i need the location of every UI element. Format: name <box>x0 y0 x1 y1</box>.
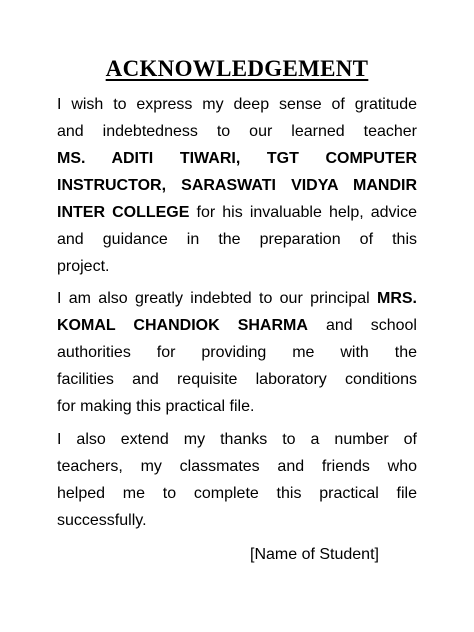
text-line: for making this practical file. <box>57 398 255 415</box>
text-line <box>57 199 417 226</box>
text-line: teachers, my classmates and friends who <box>57 458 417 475</box>
paragraph-friends-thanks <box>57 426 417 534</box>
text-line <box>57 285 417 312</box>
page-title: ACKNOWLEDGEMENT <box>105 56 369 81</box>
text-line: authorities for providing me with the <box>57 344 417 361</box>
text-line: project. <box>57 258 110 275</box>
teacher-designation-line: INSTRUCTOR, SARASWATI VIDYA MANDIR <box>57 177 417 194</box>
text-segment: for his invaluable help, advice <box>189 204 418 221</box>
paragraph-teacher-thanks <box>57 91 417 280</box>
text-segment: I am also greatly indebted to our principal <box>57 290 377 307</box>
text-line <box>57 312 417 339</box>
text-line: I also extend my thanks to a number of <box>57 431 417 448</box>
principal-name: KOMAL CHANDIOK SHARMA <box>57 317 308 334</box>
text-line: I wish to express my deep sense of gratitude <box>57 96 417 113</box>
text-line: facilities and requisite laboratory conditions <box>57 371 417 388</box>
text-line: helped me to complete this practical file <box>57 485 417 502</box>
college-name: INTER COLLEGE <box>57 204 190 221</box>
paragraph-principal-thanks <box>57 285 417 420</box>
text-line: successfully. <box>57 512 147 529</box>
student-name-placeholder: [Name of Student] <box>250 546 379 563</box>
principal-title: MRS. <box>377 290 417 307</box>
text-line: and guidance in the preparation of this <box>57 231 417 248</box>
teacher-name-line: MS. ADITI TIWARI, TGT COMPUTER <box>57 150 417 167</box>
text-segment: and school <box>307 317 417 334</box>
text-line: and indebtedness to our learned teacher <box>57 123 417 140</box>
